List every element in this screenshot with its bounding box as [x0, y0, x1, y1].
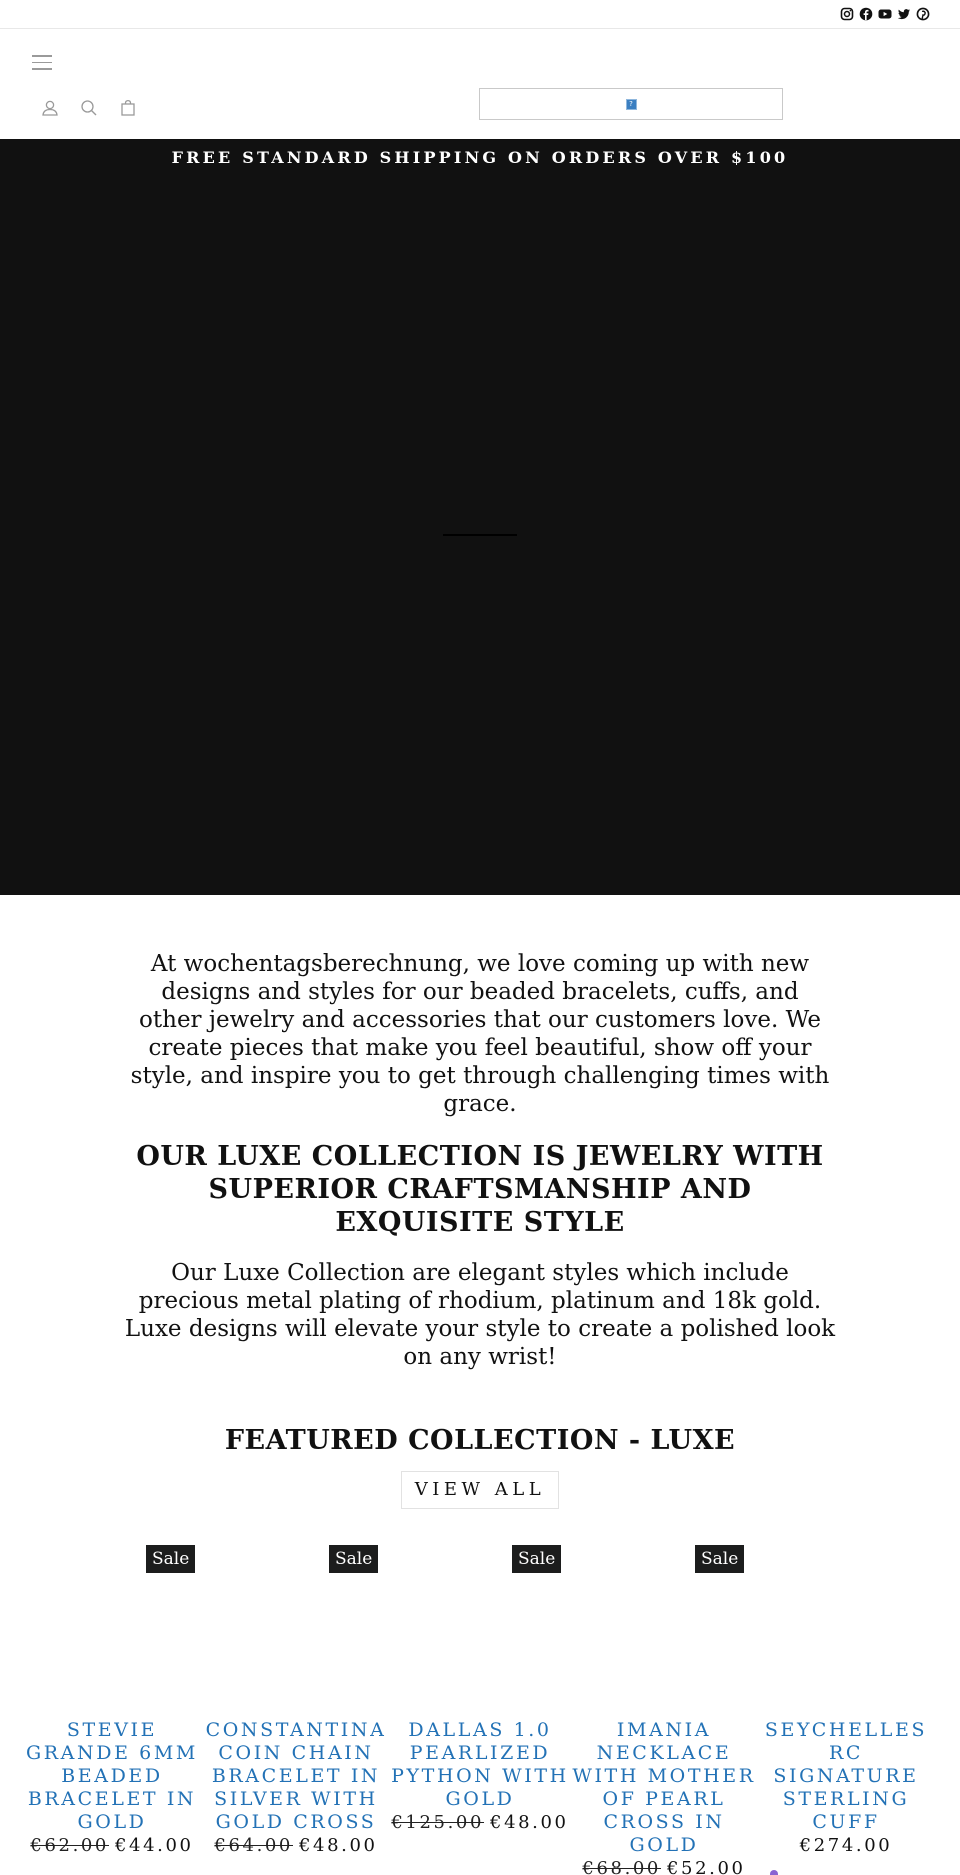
social-links	[840, 7, 930, 21]
facebook-icon[interactable]	[859, 7, 873, 21]
slideshow-indicator[interactable]	[443, 534, 517, 536]
sale-price: €44.00	[115, 1835, 194, 1856]
price-row	[754, 1834, 938, 1857]
product-card[interactable]	[388, 1545, 572, 1875]
product-image[interactable]	[754, 1545, 938, 1715]
featured-collection-heading: FEATURED COLLECTION - LUXE	[224, 1425, 736, 1456]
product-title-block	[204, 1719, 388, 1857]
product-title[interactable]: DALLAS 1.0 PEARLIZED PYTHON WITH GOLD	[391, 1719, 569, 1810]
cart-icon[interactable]	[118, 98, 138, 118]
product-title-block	[754, 1719, 938, 1857]
original-price: €64.00	[214, 1835, 293, 1856]
view-all-button[interactable]: VIEW ALL	[401, 1471, 559, 1509]
original-price: €68.00	[582, 1858, 661, 1875]
site-header	[0, 29, 960, 139]
product-title-block	[20, 1719, 204, 1857]
product-title-block	[388, 1719, 572, 1834]
broken-logo-image: ?	[626, 99, 637, 110]
sale-badge: Sale	[695, 1545, 744, 1573]
product-title[interactable]: CONSTANTINA COIN CHAIN BRACELET IN SILVER WITH GOLD CROSS	[205, 1719, 387, 1833]
sale-badge: Sale	[512, 1545, 561, 1573]
price-row	[20, 1834, 204, 1857]
product-card[interactable]	[204, 1545, 388, 1875]
sale-price: €48.00	[490, 1812, 569, 1833]
intro-text: At wochentagsberechnung, we love coming up with new designs and styles for our beaded bracelets, cuffs, and other jewelry and accessories that our customers love. We create pieces that make you feel beautiful, show off your style, and inspire you to get through challenging times with grace.	[130, 951, 830, 1117]
price-row	[204, 1834, 388, 1857]
chat-widget-icon[interactable]	[770, 1870, 778, 1875]
product-title[interactable]: STEVIE GRANDE 6MM BEADED BRACELET IN GOLD	[26, 1719, 198, 1833]
original-price: €62.00	[30, 1835, 109, 1856]
sale-badge: Sale	[329, 1545, 378, 1573]
sale-price: €52.00	[667, 1858, 746, 1875]
product-card[interactable]	[754, 1545, 938, 1875]
instagram-icon[interactable]	[840, 7, 854, 21]
product-card[interactable]	[20, 1545, 204, 1875]
sale-price: €48.00	[299, 1835, 378, 1856]
pinterest-icon[interactable]	[916, 7, 930, 21]
social-bar	[0, 0, 960, 29]
search-icon[interactable]	[79, 98, 99, 118]
luxe-heading: OUR LUXE COLLECTION IS JEWELRY WITH SUPERIOR CRAFTSMANSHIP AND EXQUISITE STYLE	[136, 1141, 824, 1238]
youtube-icon[interactable]	[878, 7, 892, 21]
announcement-text: FREE STANDARD SHIPPING ON ORDERS OVER $100	[171, 148, 789, 167]
price-row	[572, 1857, 756, 1875]
product-title[interactable]: IMANIA NECKLACE WITH MOTHER OF PEARL CROSS IN GOLD	[572, 1719, 756, 1856]
product-card[interactable]	[572, 1545, 756, 1875]
regular-price: €274.00	[799, 1835, 893, 1856]
twitter-icon[interactable]	[897, 7, 911, 21]
original-price: €125.00	[391, 1812, 485, 1833]
hero-banner	[0, 139, 960, 895]
sale-badge: Sale	[146, 1545, 195, 1573]
product-title-block	[572, 1719, 756, 1875]
site-logo-link[interactable]	[479, 88, 783, 120]
price-row	[388, 1811, 572, 1834]
product-title[interactable]: SEYCHELLES RC SIGNATURE STERLING CUFF	[764, 1719, 928, 1833]
luxe-description: Our Luxe Collection are elegant styles which include precious metal plating of rhodium, platinum and 18k gold. Luxe designs will elevate your style to create a polished look on any wrist!	[124, 1260, 836, 1370]
account-icon[interactable]	[40, 98, 60, 118]
menu-icon[interactable]	[32, 55, 52, 71]
